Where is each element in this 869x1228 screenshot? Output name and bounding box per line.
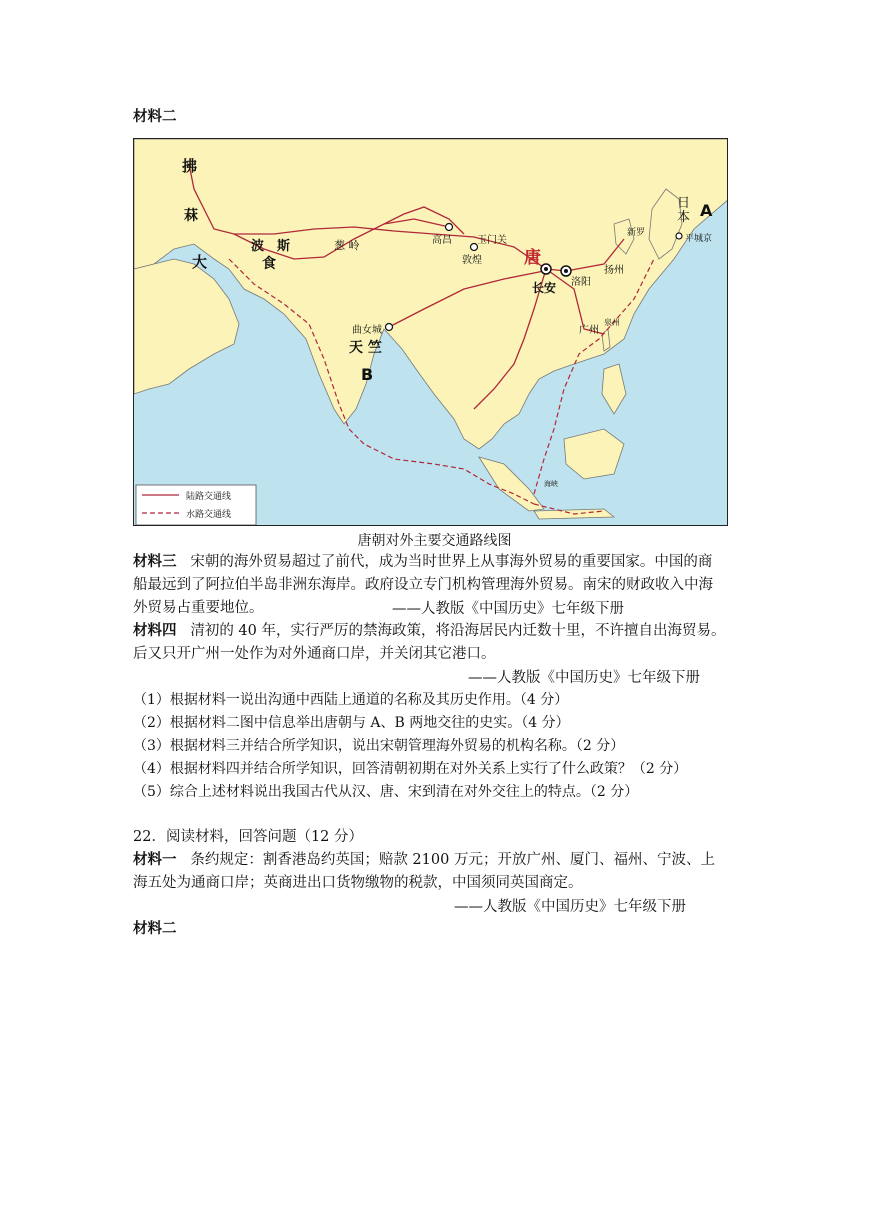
q22-material-1-line-1 <box>133 849 715 871</box>
label-pingchengjing: 平城京 <box>685 234 713 244</box>
label-A: A <box>700 201 713 220</box>
label-xinluo: 新罗 <box>627 228 646 238</box>
label-shi: 食 <box>262 256 276 272</box>
question-5: （5）综合上述材料说出我国古代从汉、唐、宋到清在对外交往上的特点。（2 分） <box>133 784 639 800</box>
marker-pingchengjing <box>676 233 682 239</box>
label-da: 大 <box>192 253 208 271</box>
q22-material-1-line-2: 海五处为通商口岸；英商进出口货物缴物的税款，中国须同英国商定。 <box>133 875 583 891</box>
label-lin: 菻 <box>184 208 198 224</box>
label-luoyang: 洛阳 <box>571 277 591 288</box>
label-dunhuang: 敦煌 <box>462 255 482 266</box>
landmass-arabia-africa <box>134 259 239 394</box>
label-guangzhou: 广州 <box>579 325 599 336</box>
marker-gaochang <box>446 224 453 231</box>
label-fu: 拂 <box>182 157 198 175</box>
landmass-borneo <box>564 429 624 479</box>
q22-material-2-heading: 材料二 <box>133 921 177 937</box>
material-3-line-3: 外贸易占重要地位。 <box>133 600 264 616</box>
label-quanzhou: 泉州 <box>604 318 620 327</box>
q22-material-1-source: ——人教版《中国历史》七年级下册 <box>454 899 686 915</box>
question-2: （2）根据材料二图中信息举出唐朝与 A、B 两地交往的史实。（4 分） <box>133 715 570 731</box>
map-caption: 唐朝对外主要交通路线图 <box>357 533 512 549</box>
material-2-heading: 材料二 <box>133 109 177 125</box>
tang-routes-map <box>133 138 728 526</box>
material-3-label: 材料三 <box>133 554 177 570</box>
material-4-source: ——人教版《中国历史》七年级下册 <box>468 670 700 686</box>
legend-land-label: 陆路交通线 <box>186 492 232 502</box>
marker-qunvcheng <box>386 324 393 331</box>
label-si: 斯 <box>277 239 291 254</box>
marker-luoyang-center <box>564 269 568 273</box>
label-tang: 唐 <box>524 248 541 268</box>
q22-material-1-label: 材料一 <box>133 852 177 868</box>
label-changan: 长安 <box>532 281 557 295</box>
legend-sea-label: 水路交通线 <box>186 510 232 520</box>
label-congling: 葱 岭 <box>334 239 360 252</box>
marker-changan-center <box>544 267 548 271</box>
material-4-label: 材料四 <box>133 623 177 639</box>
landmass-philippines <box>602 364 626 414</box>
question-3: （3）根据材料三并结合所学知识，说出宋朝管理海外贸易的机构名称。（2 分） <box>133 738 625 754</box>
q22-material-1-text-1: 条约规定：割香港岛约英国；赔款 2100 万元；开放广州、厦门、福州、宁波、上 <box>190 852 715 868</box>
material-3-line-2: 船最远到了阿拉伯半岛非洲东海岸。政府设立专门机构管理海外贸易。南宋的财政收入中海 <box>133 577 713 593</box>
question-4: （4）根据材料四并结合所学知识，回答清朝初期在对外关系上实行了什么政策？（2 分） <box>133 761 688 777</box>
label-bo: 波 <box>251 239 265 254</box>
label-gaochang: 高昌 <box>432 235 452 246</box>
label-yangzhou: 扬州 <box>604 265 624 276</box>
material-3-text-1: 宋朝的海外贸易超过了前代，成为当时世界上从事海外贸易的重要国家。中国的商 <box>190 554 713 570</box>
question-1: （1）根据材料一说出沟通中西陆上通道的名称及其历史作用。（4 分） <box>133 692 569 708</box>
label-qunvcheng: 曲女城 <box>352 325 382 336</box>
label-sea-strait: 海峡 <box>544 480 558 488</box>
question-22-title: 22．阅读材料，回答问题（12 分） <box>133 829 364 845</box>
label-yumenguan: 玉门关 <box>477 235 507 246</box>
material-3-source: ——人教版《中国历史》七年级下册 <box>392 601 624 617</box>
material-3-line-1 <box>133 551 712 573</box>
label-riben: 日本 <box>677 196 691 225</box>
label-B: B <box>361 365 374 384</box>
material-4-line-1 <box>133 620 726 642</box>
map-drawing <box>134 139 728 526</box>
material-4-line-2: 后又只开广州一处作为对外通商口岸，并关闭其它港口。 <box>133 646 496 662</box>
label-tianzhu: 天 竺 <box>349 340 382 356</box>
material-4-text-1: 清初的 40 年，实行严厉的禁海政策，将沿海居民内迁数十里，不许擅自出海贸易。 <box>190 623 726 639</box>
